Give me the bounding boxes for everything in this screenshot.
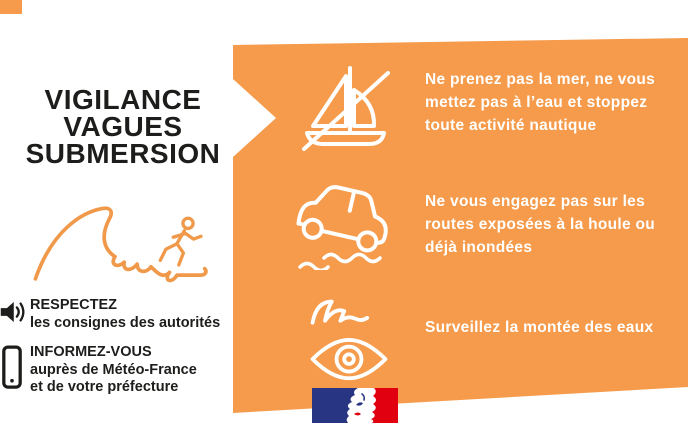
watch-rising-water-icon	[303, 292, 395, 384]
advisory-line: et de votre préfecture	[30, 379, 179, 395]
instruction-text: Ne prenez pas la mer, ne vous mettez pas à l’eau et stoppez toute activité nautique	[425, 71, 656, 134]
speaker-icon	[0, 298, 26, 326]
advisory-line: les consignes des autorités	[30, 314, 221, 331]
advisory-informez-vous	[0, 344, 230, 400]
advisory-respectez	[0, 297, 230, 341]
page-title	[8, 86, 238, 167]
title-line-2: VAGUES	[63, 111, 183, 142]
phone-icon	[2, 345, 22, 391]
title-line-3: SUBMERSION	[25, 138, 221, 169]
wave-runner-icon	[28, 190, 213, 290]
advisory-line: auprès de Météo-France	[30, 361, 197, 378]
title-line-1: VIGILANCE	[44, 84, 202, 115]
advisory-heading: INFORMEZ-VOUS	[30, 344, 152, 360]
corner-accent	[0, 0, 22, 14]
instruction-text: Surveillez la montée des eaux	[425, 319, 654, 336]
republique-francaise-marianne-logo	[312, 388, 398, 423]
instruction-text: Ne vous engagez pas sur les routes exposées à la houle ou déjà inondées	[425, 193, 656, 256]
no-sailing-icon	[297, 56, 393, 152]
advisory-heading: RESPECTEZ	[30, 297, 118, 313]
car-flooded-road-icon	[294, 178, 398, 270]
